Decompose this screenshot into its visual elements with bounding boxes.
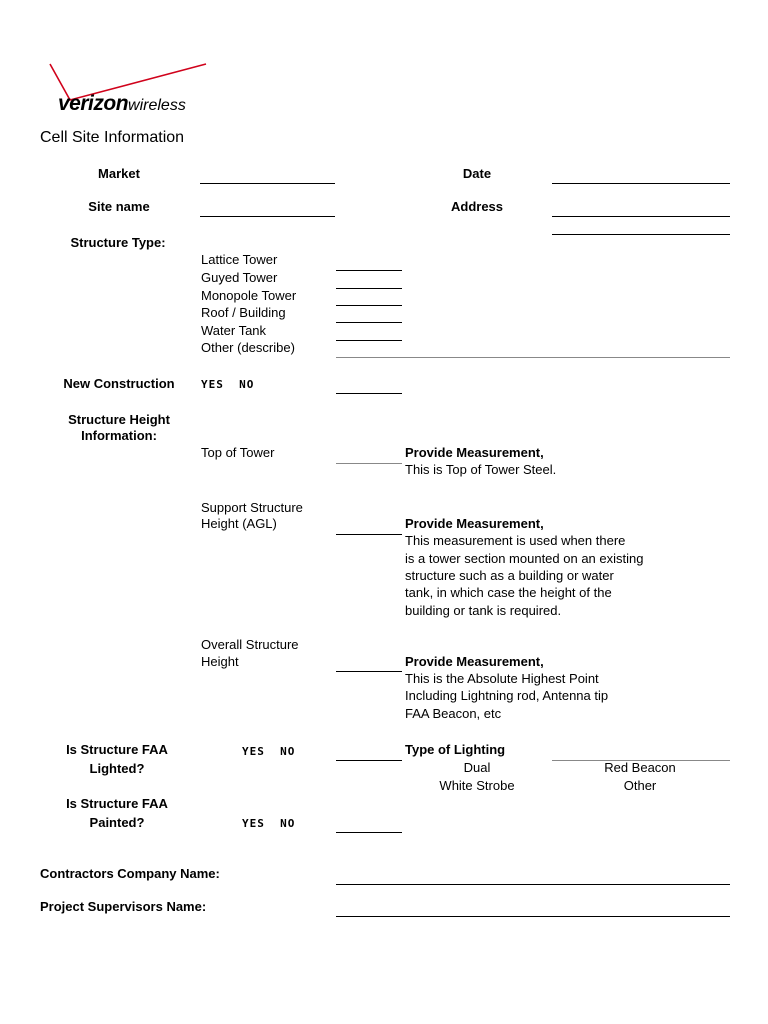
lattice-field[interactable] bbox=[336, 270, 402, 271]
project-supervisor-field[interactable] bbox=[336, 916, 730, 917]
height-info-label-1: Structure Height bbox=[68, 412, 170, 427]
overall-desc-line-2: Including Lightning rod, Antenna tip bbox=[405, 688, 609, 703]
support-desc-line-1: This measurement is used when there bbox=[405, 533, 626, 548]
faa-lighted-label-1: Is Structure FAA bbox=[66, 742, 168, 757]
overall-structure-field[interactable] bbox=[336, 671, 402, 672]
support-structure-label-1: Support Structure bbox=[201, 500, 303, 515]
contractor-company-field[interactable] bbox=[336, 884, 730, 885]
logo-brand-light: wireless bbox=[128, 97, 186, 114]
support-desc-line-5: building or tank is required. bbox=[405, 603, 562, 618]
faa-lighted-field[interactable] bbox=[336, 760, 402, 761]
support-structure-label-2: Height (AGL) bbox=[201, 516, 277, 531]
market-label: Market bbox=[98, 166, 140, 181]
overall-desc-line-1: This is the Absolute Highest Point bbox=[405, 671, 599, 686]
faa-painted-label-2: Painted? bbox=[89, 815, 145, 830]
overall-measurement-heading: Provide Measurement, bbox=[405, 654, 544, 669]
address-field-2[interactable] bbox=[552, 234, 730, 235]
lighting-option-dual: Dual bbox=[463, 760, 491, 775]
structure-type-guyed: Guyed Tower bbox=[201, 270, 278, 285]
faa-painted-label-1: Is Structure FAA bbox=[66, 796, 168, 811]
lighting-option-other: Other bbox=[623, 778, 657, 793]
overall-structure-label-2: Height bbox=[201, 654, 239, 669]
faa-painted-options[interactable]: YES NO bbox=[242, 817, 296, 830]
support-measurement-heading: Provide Measurement, bbox=[405, 516, 544, 531]
top-of-tower-field[interactable] bbox=[336, 463, 402, 464]
top-of-tower-label: Top of Tower bbox=[201, 445, 275, 460]
top-measurement-desc: This is Top of Tower Steel. bbox=[405, 462, 557, 477]
support-desc-line-4: tank, in which case the height of the bbox=[405, 585, 612, 600]
support-desc-line-2: is a tower section mounted on an existing bbox=[405, 551, 644, 566]
monopole-field[interactable] bbox=[336, 305, 402, 306]
roof-field[interactable] bbox=[336, 322, 402, 323]
overall-structure-label-1: Overall Structure bbox=[201, 637, 299, 652]
project-supervisor-label: Project Supervisors Name: bbox=[40, 899, 207, 914]
date-field[interactable] bbox=[552, 183, 730, 184]
address-label: Address bbox=[450, 199, 504, 214]
address-field-1[interactable] bbox=[552, 216, 730, 217]
structure-type-other: Other (describe) bbox=[201, 340, 295, 355]
structure-type-label: Structure Type: bbox=[70, 235, 166, 250]
structure-type-lattice: Lattice Tower bbox=[201, 252, 278, 267]
new-construction-options[interactable]: YES NO bbox=[201, 378, 255, 391]
faa-lighted-options[interactable]: YES NO bbox=[242, 745, 296, 758]
support-structure-field[interactable] bbox=[336, 534, 402, 535]
new-construction-label: New Construction bbox=[63, 376, 175, 391]
page-title: Cell Site Information bbox=[40, 129, 185, 146]
market-field[interactable] bbox=[200, 183, 335, 184]
verizon-logo bbox=[48, 62, 238, 118]
height-info-label-2: Information: bbox=[81, 428, 157, 443]
guyed-field[interactable] bbox=[336, 288, 402, 289]
new-construction-field[interactable] bbox=[336, 393, 402, 394]
faa-painted-field[interactable] bbox=[336, 832, 402, 833]
lighting-type-heading: Type of Lighting bbox=[405, 742, 506, 757]
logo-brand-bold: verizon bbox=[58, 92, 129, 115]
structure-type-monopole: Monopole Tower bbox=[201, 288, 297, 303]
contractor-company-label: Contractors Company Name: bbox=[40, 866, 220, 881]
faa-lighted-label-2: Lighted? bbox=[89, 761, 145, 776]
other-describe-field[interactable] bbox=[336, 357, 730, 358]
structure-type-water-tank: Water Tank bbox=[201, 323, 267, 338]
site-name-label: Site name bbox=[88, 199, 150, 214]
structure-type-roof: Roof / Building bbox=[201, 305, 286, 320]
support-desc-line-3: structure such as a building or water bbox=[405, 568, 614, 583]
lighting-option-white-strobe: White Strobe bbox=[439, 778, 515, 793]
water-tank-field[interactable] bbox=[336, 340, 402, 341]
date-label: Date bbox=[462, 166, 492, 181]
lighting-option-red-beacon: Red Beacon bbox=[604, 760, 676, 775]
top-measurement-heading: Provide Measurement, bbox=[405, 445, 544, 460]
overall-desc-line-3: FAA Beacon, etc bbox=[405, 706, 502, 721]
site-name-field[interactable] bbox=[200, 216, 335, 217]
